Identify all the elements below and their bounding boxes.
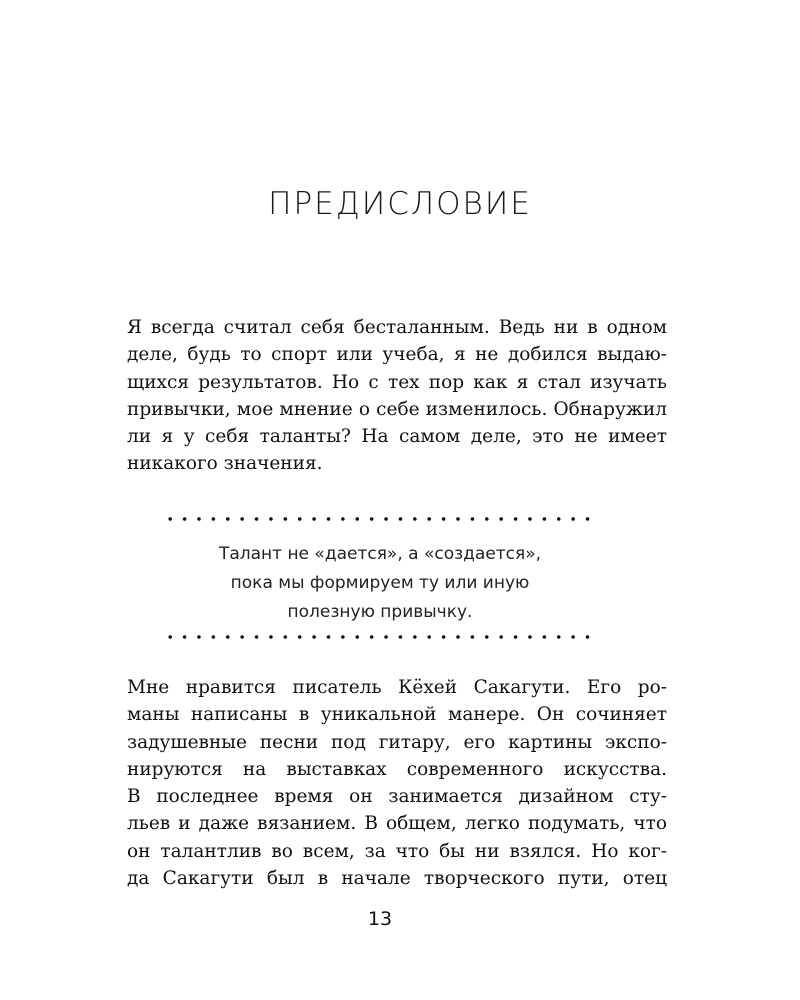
paragraph-line: деле, будь то спорт или учеба, я не добился выдаю- [127,344,667,366]
paragraph-line: щихся результатов. Но с тех пор как я стал изучать [127,371,667,393]
quote-line: Талант не «дается», а «создается», [218,544,542,564]
paragraph-line: никакого значения. [127,453,323,475]
paragraph-line: да Сакагути был в начале творческого пути, отец [127,868,667,890]
paragraph-line: он талантлив во всем, за что бы ни взялся. Но ког- [127,840,667,862]
paragraph-line: ли я у себя таланты? На самом деле, это не имеет [127,426,667,448]
paragraph-2 [127,674,667,892]
paragraph-line: льев и даже вязанием. В общем, легко подумать, что [127,813,667,835]
paragraph-line: привычки, мое мнение о себе изменилось. Обнаружил [127,398,667,420]
paragraph-1 [127,314,667,478]
paragraph-line: Мне нравится писатель Кёхей Сакагути. Его ро- [127,677,667,698]
quote-line: пока мы формируем ту или иную [230,573,530,593]
paragraph-line: задушевные песни под гитару, его картины экспо- [127,731,667,753]
paragraph-line: маны написаны в уникальной манере. Он сочиняет [127,704,667,726]
page-title: ПРЕДИСЛОВИЕ [268,186,532,222]
paragraph-line: В последнее время он занимается дизайном сту- [127,786,667,808]
dotted-divider-bottom [163,634,595,640]
quote-line: полезную привычку. [287,602,473,622]
dotted-divider-top [163,516,595,522]
pull-quote [0,540,760,627]
page-number: 13 [367,908,393,930]
paragraph-line: нируются на выставках современного искусства. [127,758,667,780]
paragraph-line: Я всегда считал себя бесталанным. Ведь ни в одном [127,317,667,338]
